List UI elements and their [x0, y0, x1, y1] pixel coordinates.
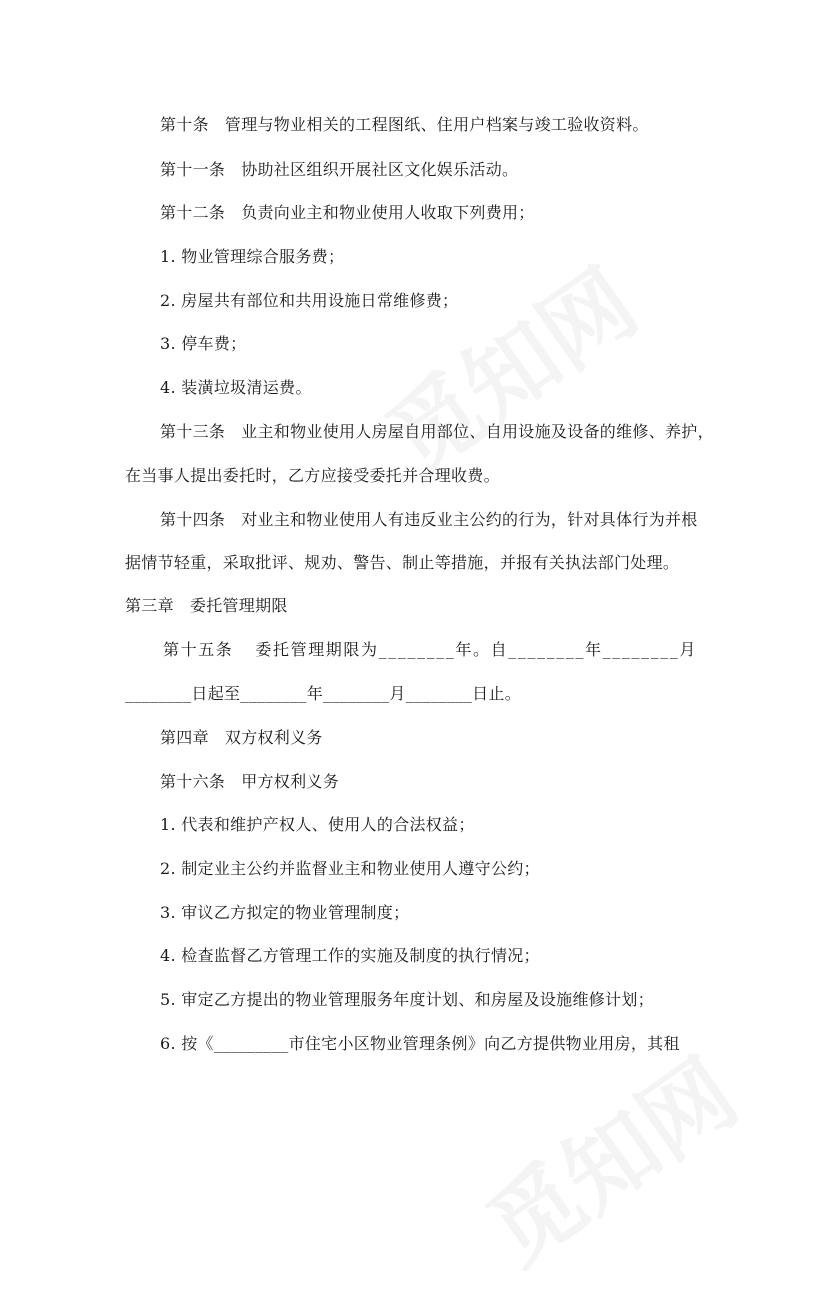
chapter-title: 双方权利义务 [224, 728, 323, 747]
article-label: 第十六条 [160, 772, 226, 791]
article-16 [160, 772, 339, 792]
article-text: 管理与物业相关的工程图纸、住用户档案与竣工验收资料。 [224, 115, 649, 134]
list-item: 4. 检查监督乙方管理工作的实施及制度的执行情况； [160, 946, 540, 965]
article-text: 负责向业主和物业使用人收取下列费用； [241, 203, 535, 222]
list-item: 3. 审议乙方拟定的物业管理制度； [160, 903, 410, 922]
article-label: 第十条 [160, 115, 209, 134]
article-13 [160, 422, 714, 442]
article-12 [160, 203, 535, 223]
article-text: 业主和物业使用人房屋自用部位、自用设施及设备的维修、养护， [241, 422, 714, 441]
article-14-continued: 据情节轻重，采取批评、规劝、警告、制止等措施，并报有关执法部门处理。 [125, 553, 680, 572]
article-11 [160, 160, 518, 180]
list-item: 1. 代表和维护产权人、使用人的合法权益； [160, 815, 475, 834]
article-text: 协助社区组织开展社区文化娱乐活动。 [241, 160, 519, 179]
article-label: 第十一条 [160, 160, 226, 179]
list-item: 3. 停车费； [160, 334, 247, 353]
article-text: 甲方权利义务 [241, 772, 340, 791]
list-item: 2. 房屋共有部位和共用设施日常维修费； [160, 291, 459, 310]
list-item: 6. 按《_________市住宅小区物业管理条例》向乙方提供物业用房，其租 [160, 1034, 680, 1053]
article-15-continued: ________日起至________年________月________日止。 [125, 684, 521, 703]
article-label: 第十四条 [160, 510, 226, 529]
watermark [357, 233, 659, 499]
list-item: 4. 装潢垃圾清运费。 [160, 378, 312, 397]
article-text: 对业主和物业使用人有违反业主公约的行为，针对具体行为并根 [241, 510, 698, 529]
article-text: 委托管理期限为________年。自________年________月 [255, 640, 698, 659]
list-item: 1. 物业管理综合服务费； [160, 247, 345, 266]
article-label: 第十五条 [163, 640, 234, 659]
article-14 [160, 510, 698, 530]
chapter-3-heading [125, 596, 288, 616]
list-item: 5. 审定乙方提出的物业管理服务年度计划、和房屋及设施维修计划； [160, 990, 654, 1009]
chapter-4-heading [160, 728, 323, 748]
article-15 [163, 640, 697, 660]
article-label: 第十三条 [160, 422, 226, 441]
chapter-label: 第三章 [125, 596, 174, 615]
article-label: 第十二条 [160, 203, 226, 222]
chapter-label: 第四章 [160, 728, 209, 747]
list-item: 2. 制定业主公约并监督业主和物业使用人遵守公约； [160, 859, 540, 878]
article-13-continued: 在当事人提出委托时，乙方应接受委托并合理收费。 [125, 466, 500, 485]
watermark [457, 1023, 759, 1289]
article-10 [160, 115, 649, 135]
chapter-title: 委托管理期限 [189, 596, 288, 615]
